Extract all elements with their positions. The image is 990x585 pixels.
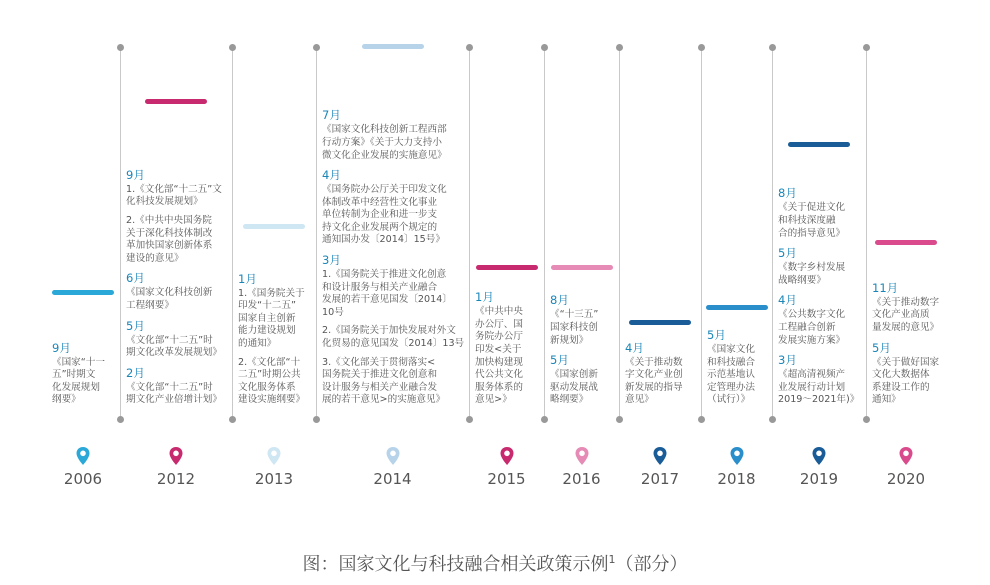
year-color-bar — [362, 44, 424, 49]
policy-event — [322, 357, 465, 407]
policy-event — [238, 357, 312, 407]
policy-title-line: 通知》 — [872, 394, 901, 406]
pin-center — [80, 451, 86, 457]
policy-title-line: 略纲要》 — [550, 394, 589, 406]
policy-title-line: 的通知》 — [238, 338, 277, 350]
policy-title — [322, 357, 465, 407]
policy-title-line: 和设计服务与相关产业融合 — [322, 281, 438, 293]
policy-title-line: 定管理办法 — [707, 381, 755, 393]
pin-center — [816, 451, 822, 457]
location-pin-icon — [729, 446, 745, 466]
policy-title-line: 和科技融合 — [707, 356, 755, 368]
policy-title-line: 《国家文化科技创新工程西部 — [322, 124, 447, 136]
policy-title-line: 10号 — [322, 306, 344, 318]
event-month: 5月 — [872, 340, 891, 355]
event-month: 4月 — [322, 168, 341, 183]
policy-title-line: 单位转制为企业和进一步支 — [322, 209, 438, 221]
event-month: 5月 — [126, 318, 145, 333]
policy-event — [550, 293, 615, 347]
policy-event — [778, 293, 862, 347]
event-month: 11月 — [872, 280, 899, 295]
policy-title-line: 二五”时期公共 — [238, 369, 301, 381]
policy-title — [872, 297, 942, 335]
policy-title-line: 字文化产业创 — [625, 369, 683, 381]
policy-title-line: 《中共中央 — [475, 306, 523, 318]
policy-title-line: 印发“十二五” — [238, 300, 296, 312]
policy-title-line: 系建设工作的 — [872, 381, 930, 393]
event-list — [238, 266, 312, 407]
event-month: 5月 — [778, 246, 797, 261]
event-month: 5月 — [550, 353, 569, 368]
policy-title — [550, 309, 615, 347]
policy-title-line: 2.《中共中央国务院 — [126, 215, 212, 227]
policy-title-line: 展的若干意见>的实施意见》 — [322, 394, 446, 406]
policy-title-line: 《国家文化科技创新 — [126, 287, 213, 299]
pin-center — [734, 451, 740, 457]
policy-title-line: 《国家“十一 — [52, 356, 105, 368]
year-label: 2017 — [640, 470, 680, 488]
caption-footnote: 1 — [608, 553, 616, 566]
policy-title — [322, 325, 465, 350]
policy-event — [872, 341, 942, 407]
year-column-2016 — [544, 0, 619, 585]
year-column-2019 — [772, 0, 866, 585]
year-column-2006 — [46, 0, 120, 585]
pin-center — [390, 451, 396, 457]
policy-title-line: 1.《国务院关于 — [238, 287, 305, 299]
policy-title — [52, 357, 116, 407]
policy-title-line: 《文化部“十二五”时 — [126, 381, 213, 393]
policy-title-line: 办公厅、国 — [475, 318, 523, 330]
policy-event — [126, 215, 228, 265]
policy-event — [322, 325, 465, 350]
event-month: 5月 — [707, 328, 726, 343]
policy-title — [126, 335, 228, 360]
policy-title-line: 2019～2021年)》 — [778, 394, 860, 406]
event-list — [322, 102, 465, 407]
event-list — [872, 275, 942, 407]
policy-title — [707, 344, 768, 407]
policy-title — [238, 288, 312, 351]
policy-title — [126, 287, 228, 312]
policy-title-line: （试行）》 — [707, 394, 751, 406]
policy-event — [322, 253, 465, 319]
policy-title-line: 化发展规划 — [52, 381, 100, 393]
policy-title-line: 意见>》 — [475, 394, 512, 406]
policy-title-line: 意见》 — [625, 394, 654, 406]
event-list — [625, 335, 697, 407]
policy-title-line: 建设实施纲要》 — [238, 394, 306, 406]
policy-title-line: 和科技深度融 — [778, 215, 836, 227]
event-month: 4月 — [625, 340, 644, 355]
policy-event — [126, 319, 228, 360]
policy-title-line: 《国家文化 — [707, 344, 755, 356]
event-list — [126, 162, 228, 407]
policy-title-line: 国家自主创新 — [238, 312, 296, 324]
figure-caption — [0, 550, 990, 576]
policy-title-line: 《国家创新 — [550, 369, 598, 381]
location-pin-icon — [168, 446, 184, 466]
policy-title-line: 战略纲要》 — [778, 274, 826, 286]
policy-title — [322, 269, 465, 319]
year-label: 2015 — [487, 470, 526, 488]
year-label: 2013 — [254, 470, 294, 488]
policy-title-line: 3.《文化部关于贯彻落实< — [322, 356, 436, 368]
year-color-bar — [145, 99, 207, 104]
policy-event — [625, 341, 697, 407]
year-label: 2006 — [63, 470, 103, 488]
policy-event — [126, 366, 228, 407]
policy-title — [126, 215, 228, 265]
event-list — [550, 287, 615, 407]
policy-title-line: 2.《文化部“十 — [238, 356, 301, 368]
policy-title-line: 通知国办发〔2014〕15号》 — [322, 234, 445, 246]
policy-title — [872, 357, 942, 407]
policy-event — [238, 272, 312, 351]
year-label: 2016 — [562, 470, 601, 488]
policy-title-line: 行动方案》《关于大力支持小 — [322, 136, 442, 148]
year-label: 2019 — [799, 470, 839, 488]
policy-title-line: 国家科技创 — [550, 322, 598, 334]
policy-event — [126, 271, 228, 312]
event-list — [707, 322, 768, 407]
policy-title — [778, 262, 862, 287]
policy-title-line: 《关于推动数 — [625, 356, 683, 368]
year-color-bar — [706, 305, 768, 310]
caption-suffix: （部分） — [615, 554, 688, 575]
policy-title-line: 体制改革中经营性文化事业 — [322, 196, 438, 208]
policy-title-line: 服务体系的 — [475, 381, 523, 393]
policy-title — [778, 369, 862, 407]
policy-event — [707, 328, 768, 407]
policy-event — [550, 353, 615, 407]
policy-title-line: 微文化企业发展的实施意见》 — [322, 149, 447, 161]
pin-center — [173, 451, 179, 457]
policy-title-line: 能力建设规划 — [238, 325, 296, 337]
year-column-2013 — [232, 0, 316, 585]
policy-title-line: 《公共数字文化 — [778, 309, 846, 321]
year-color-bar — [629, 320, 691, 325]
pin-center — [903, 451, 909, 457]
policy-title-line: 期文化改革发展规划》 — [126, 347, 222, 359]
pin-center — [579, 451, 585, 457]
policy-title-line: 加快构建现 — [475, 356, 523, 368]
policy-title — [126, 382, 228, 407]
year-label: 2020 — [886, 470, 926, 488]
caption-text: 图：国家文化与科技融合相关政策示例 — [302, 554, 609, 575]
event-list — [475, 284, 540, 407]
policy-title-line: 设计服务与相关产业融合发 — [322, 381, 438, 393]
policy-title-line: 化贸易的意见国发〔2014〕13号 — [322, 338, 465, 350]
policy-title-line: 新规划》 — [550, 334, 589, 346]
year-column-2014 — [316, 0, 469, 585]
policy-title-line: 《文化部“十二五”时 — [126, 334, 213, 346]
policy-event — [52, 341, 116, 407]
policy-title — [475, 306, 540, 407]
policy-title-line: 文化大数据体 — [872, 369, 930, 381]
policy-event — [126, 168, 228, 209]
event-month: 9月 — [52, 340, 71, 355]
pin-center — [504, 451, 510, 457]
event-month: 3月 — [322, 253, 341, 268]
event-month: 1月 — [475, 290, 494, 305]
policy-title-line: 《超高清视频产 — [778, 369, 846, 381]
policy-title-line: 2.《国务院关于加快发展对外文 — [322, 325, 456, 337]
year-color-bar — [551, 265, 613, 270]
policy-title-line: 革加快国家创新体系 — [126, 240, 213, 252]
event-month: 9月 — [126, 167, 145, 182]
year-label: 2018 — [717, 470, 756, 488]
policy-title-line: 《关于做好国家 — [872, 356, 940, 368]
year-label: 2012 — [156, 470, 196, 488]
policy-title — [322, 184, 465, 247]
policy-title-line: 文化产业高质 — [872, 309, 930, 321]
location-pin-icon — [266, 446, 282, 466]
year-column-2018 — [701, 0, 772, 585]
policy-title-line: 关于深化科技体制改 — [126, 227, 213, 239]
location-pin-icon — [652, 446, 668, 466]
policy-title-line: 1.《文化部“十二五”文 — [126, 183, 222, 195]
policy-title-line: 五”时期文 — [52, 369, 96, 381]
event-month: 8月 — [778, 186, 797, 201]
year-color-bar — [243, 224, 305, 229]
policy-title — [238, 357, 312, 407]
policy-event — [778, 186, 862, 240]
policy-title-line: 《“十三五” — [550, 309, 599, 321]
policy-title — [778, 202, 862, 240]
year-column-2015 — [469, 0, 544, 585]
policy-title-line: 持文化企业发展两个规定的 — [322, 221, 438, 233]
pin-center — [657, 451, 663, 457]
policy-title — [625, 357, 697, 407]
policy-title-line: 工程纲要》 — [126, 300, 174, 312]
year-color-bar — [788, 142, 850, 147]
event-month: 1月 — [238, 271, 257, 286]
location-pin-icon — [898, 446, 914, 466]
policy-title-line: 新发展的指导 — [625, 381, 683, 393]
policy-title-line: 文化服务体系 — [238, 381, 296, 393]
pin-center — [271, 451, 277, 457]
policy-title-line: 合的指导意见》 — [778, 227, 846, 239]
policy-title-line: 国务院关于推进文化创意和 — [322, 369, 438, 381]
policy-title-line: 示范基地认 — [707, 369, 755, 381]
event-month: 8月 — [550, 293, 569, 308]
policy-event — [475, 290, 540, 407]
event-list — [52, 335, 116, 407]
policy-title-line: 代公共文化 — [475, 369, 523, 381]
location-pin-icon — [385, 446, 401, 466]
year-column-2012 — [120, 0, 232, 585]
policy-title-line: 《国务院办公厅关于印发文化 — [322, 184, 447, 196]
policy-event — [778, 246, 862, 287]
policy-title-line: 印发<关于 — [475, 344, 522, 356]
location-pin-icon — [574, 446, 590, 466]
policy-title-line: 务院办公厅 — [475, 331, 523, 343]
policy-title-line: 发展实施方案》 — [778, 334, 846, 346]
event-month: 2月 — [126, 365, 145, 380]
location-pin-icon — [811, 446, 827, 466]
policy-title-line: 驱动发展战 — [550, 381, 598, 393]
event-list — [778, 180, 862, 407]
event-month: 7月 — [322, 108, 341, 123]
event-month: 3月 — [778, 353, 797, 368]
location-pin-icon — [499, 446, 515, 466]
policy-title-line: 量发展的意见》 — [872, 322, 940, 334]
year-label: 2014 — [373, 470, 412, 488]
policy-title-line: 发展的若干意见国发〔2014〕 — [322, 294, 452, 306]
policy-title-line: 纲要》 — [52, 394, 81, 406]
location-pin-icon — [75, 446, 91, 466]
policy-title — [550, 369, 615, 407]
year-color-bar — [52, 290, 114, 295]
event-month: 4月 — [778, 293, 797, 308]
policy-title-line: 《关于促进文化 — [778, 202, 846, 214]
policy-event — [322, 168, 465, 247]
year-color-bar — [875, 240, 937, 245]
year-column-2020 — [866, 0, 946, 585]
policy-event — [872, 281, 942, 335]
policy-title — [322, 124, 465, 162]
year-color-bar — [476, 265, 538, 270]
year-column-2017 — [619, 0, 701, 585]
policy-title-line: 《数字乡村发展 — [778, 262, 846, 274]
policy-title-line: 期文化产业倍增计划》 — [126, 394, 222, 406]
event-month: 6月 — [126, 271, 145, 286]
policy-title-line: 工程融合创新 — [778, 322, 836, 334]
policy-title-line: 《关于推动数字 — [872, 296, 940, 308]
policy-title-line: 业发展行动计划 — [778, 381, 846, 393]
policy-title — [126, 184, 228, 209]
policy-event — [322, 108, 465, 162]
policy-title — [778, 309, 862, 347]
policy-title-line: 1.《国务院关于推进文化创意 — [322, 269, 447, 281]
policy-title-line: 化科技发展规划》 — [126, 196, 203, 208]
policy-event — [778, 353, 862, 407]
policy-title-line: 建设的意见》 — [126, 252, 184, 264]
